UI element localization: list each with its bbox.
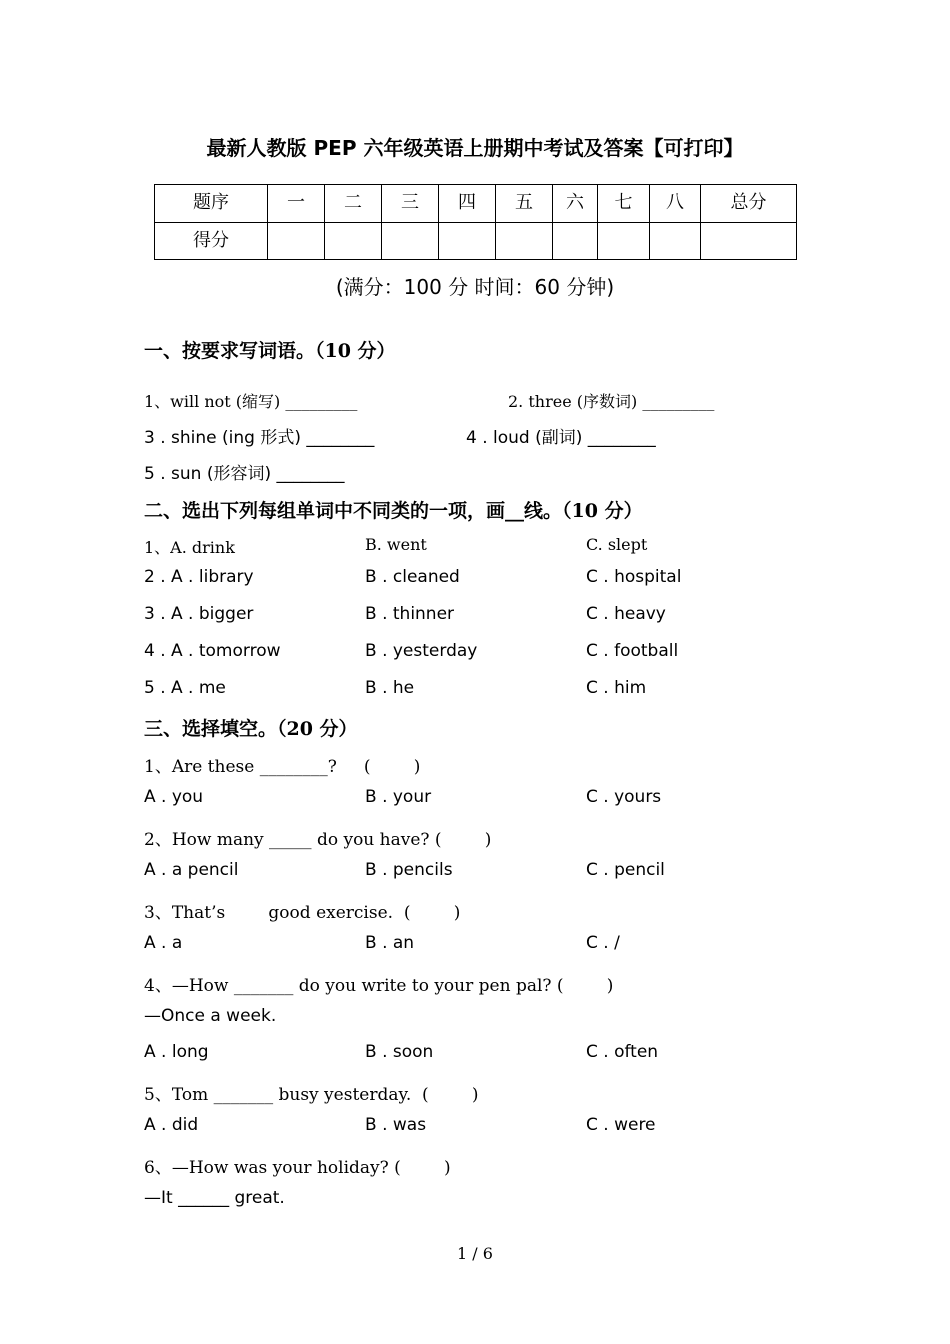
score-cell[interactable]: [496, 222, 553, 260]
section2-row2-option-c: C . hospital: [586, 567, 682, 587]
score-cell[interactable]: [268, 222, 325, 260]
section2-heading-prefix: 二、选出下列每组单词中不同类的一项，画: [144, 500, 506, 522]
score-table: [154, 184, 797, 260]
score-header-cell: 总分: [701, 185, 797, 223]
score-table-header-row: [155, 185, 797, 223]
section3-question-5-option-c: C . were: [586, 1115, 656, 1135]
section2-row3-option-a: 3 . A . bigger: [144, 604, 254, 624]
section1-heading: 一、按要求写词语。（10 分）: [144, 340, 396, 362]
section3-question-3-option-b: B . an: [365, 933, 415, 953]
section2-row5-option-a: 5 . A . me: [144, 678, 226, 698]
score-header-cell: 五: [496, 185, 553, 223]
section1-question-5: 5 . sun (形容词) ________: [144, 464, 345, 484]
section2-row5-option-c: C . him: [586, 678, 647, 698]
section3-question-1-stem: 1、Are these ________? ( ): [144, 757, 421, 777]
section2-row1-option-c: C. slept: [586, 535, 648, 554]
score-header-cell: 一: [268, 185, 325, 223]
score-header-cell: 二: [325, 185, 382, 223]
score-cell[interactable]: [553, 222, 598, 260]
section3-question-6-stem: 6、—How was your holiday? ( ): [144, 1158, 451, 1178]
section2-heading-suffix: 线。（10 分）: [524, 500, 643, 522]
section3-question-3-stem: 3、That’s good exercise. ( ): [144, 903, 461, 923]
score-cell[interactable]: [439, 222, 496, 260]
section2-row4-option-c: C . football: [586, 641, 679, 661]
score-cell[interactable]: [701, 222, 797, 260]
score-cell[interactable]: [325, 222, 382, 260]
section3-question-1-option-c: C . yours: [586, 787, 662, 807]
section3-question-4-line2: —Once a week.: [144, 1006, 277, 1026]
score-cell[interactable]: [598, 222, 650, 260]
section1-question-2: 2. three (序数词) _________: [508, 392, 715, 411]
section2-row3-option-b: B . thinner: [365, 604, 455, 624]
section3-question-1-option-b: B . your: [365, 787, 432, 807]
score-cell[interactable]: [382, 222, 439, 260]
section3-question-5-option-a: A . did: [144, 1115, 199, 1135]
section3-question-2-stem: 2、How many _____ do you have? ( ): [144, 830, 492, 850]
score-header-cell: 六: [553, 185, 598, 223]
section3-question-2-option-b: B . pencils: [365, 860, 453, 880]
section3-question-2-option-a: A . a pencil: [144, 860, 239, 880]
page-title: 最新人教版 PEP 六年级英语上册期中考试及答案【可打印】: [206, 136, 744, 160]
score-header-cell: 七: [598, 185, 650, 223]
score-row-label: 得分: [155, 222, 268, 260]
section1-question-3: 3 . shine (ing 形式) ________: [144, 428, 375, 448]
page-number: 1 / 6: [457, 1244, 493, 1263]
section1-question-4: 4 . loud (副词) ________: [466, 428, 656, 448]
section2-row1-option-a: 1、A. drink: [144, 538, 235, 557]
section3-question-4-option-b: B . soon: [365, 1042, 434, 1062]
section3-question-2-option-c: C . pencil: [586, 860, 665, 880]
section3-question-3-option-c: C . /: [586, 933, 620, 953]
score-header-cell: 题序: [155, 185, 268, 223]
section3-question-1-option-a: A . you: [144, 787, 204, 807]
section2-row3-option-c: C . heavy: [586, 604, 666, 624]
section3-question-4-option-a: A . long: [144, 1042, 209, 1062]
score-header-cell: 四: [439, 185, 496, 223]
score-header-cell: 三: [382, 185, 439, 223]
section2-row1-option-b: B. went: [365, 535, 427, 554]
section3-heading: 三、选择填空。（20 分）: [144, 718, 358, 740]
section2-heading-blank: __: [505, 500, 525, 522]
section3-question-4-stem: 4、—How _______ do you write to your pen pal? ( ): [144, 976, 614, 996]
section2-row2-option-b: B . cleaned: [365, 567, 460, 587]
section2-row2-option-a: 2 . A . library: [144, 567, 254, 587]
section2-row5-option-b: B . he: [365, 678, 415, 698]
section3-question-3-option-a: A . a: [144, 933, 183, 953]
score-header-cell: 八: [650, 185, 701, 223]
score-cell[interactable]: [650, 222, 701, 260]
section1-question-1: 1、will not (缩写) _________: [144, 392, 358, 411]
section3-question-5-option-b: B . was: [365, 1115, 427, 1135]
full-score-note: (满分：100 分 时间：60 分钟): [335, 275, 615, 299]
section2-row4-option-a: 4 . A . tomorrow: [144, 641, 281, 661]
section2-heading: [144, 496, 643, 523]
section2-row4-option-b: B . yesterday: [365, 641, 478, 661]
section3-question-6-line2: —It ______ great.: [144, 1188, 285, 1208]
section3-question-4-option-c: C . often: [586, 1042, 659, 1062]
score-table-score-row: [155, 222, 797, 260]
section3-question-5-stem: 5、Tom _______ busy yesterday. ( ): [144, 1085, 479, 1105]
